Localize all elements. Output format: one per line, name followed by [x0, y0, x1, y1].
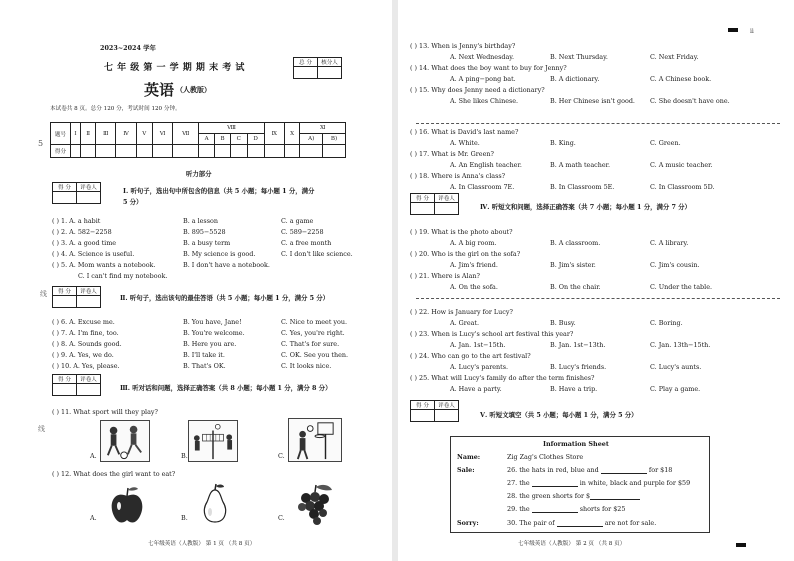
info-name-label: Name: — [457, 453, 481, 461]
q11-option-a-label: A. — [90, 452, 97, 460]
q11-image-c — [288, 418, 342, 462]
question-4-option-a: ( ) 4. A. Science is useful. — [52, 250, 135, 258]
section1-title-cont: 5 分） — [123, 198, 143, 206]
question-17-option-c: C. A music teacher. — [650, 161, 713, 169]
question-17-option-a: A. An English teacher. — [450, 161, 522, 169]
question-24: ( ) 24. Who can go to the art festival? — [410, 352, 531, 360]
q11-image-b — [188, 420, 238, 462]
question-21-option-a: A. On the sofa. — [450, 283, 498, 291]
question-18: ( ) 18. Where is Anna's class? — [410, 172, 506, 180]
question-5-option-b: B. I don't have a notebook. — [183, 261, 270, 269]
question-22-option-a: A. Great. — [450, 319, 480, 327]
question-1-option-c: C. a game — [281, 217, 314, 225]
pear-icon — [192, 482, 238, 526]
col-6: Ⅵ — [152, 123, 173, 145]
info-sale-label: Sale: — [457, 466, 475, 474]
question-4-option-b: B. My science is good. — [183, 250, 256, 258]
col-10: Ⅹ — [284, 123, 300, 145]
total-score-cell[interactable] — [294, 67, 318, 79]
question-6-option-c: C. Nice to meet you. — [281, 318, 348, 326]
question-19-option-b: B. A classroom. — [550, 239, 601, 247]
exam-title: 七 年 级 第 一 学 期 期 末 考 试 — [104, 63, 245, 73]
question-1-option-b: B. a lesson — [183, 217, 218, 225]
item5-option-c: C. I can't find my notebook. — [78, 272, 168, 280]
footer-right: 七年级英语（人教版） 第 2 页 （共 8 页） — [518, 541, 626, 547]
col-5: Ⅴ — [136, 123, 152, 145]
question-8-option-a: ( ) 8. A. Sounds good. — [52, 340, 122, 348]
question-16-option-b: B. King. — [550, 139, 576, 147]
question-15-option-a: A. She likes Chinese. — [450, 97, 519, 105]
dashed-separator — [416, 123, 780, 124]
question-13-option-b: B. Next Thursday. — [550, 53, 608, 61]
q12-image-c — [288, 482, 342, 528]
question-14: ( ) 14. What does the boy want to buy for Jenny? — [410, 64, 567, 72]
question-25-option-c: C. Play a game. — [650, 385, 701, 393]
q11-option-b-label: B. — [181, 452, 188, 460]
question-9-option-c: C. OK. See you then. — [281, 351, 348, 359]
question-24-option-c: C. Lucy's aunts. — [650, 363, 702, 371]
volleyball-players-icon — [189, 421, 237, 461]
question-2-option-a: ( ) 2. A. 582−2258 — [52, 228, 112, 236]
section3-title: Ⅲ. 听对话和问题，选择正确答案（共 8 小题；每小题 1 分，满分 8 分） — [120, 384, 332, 392]
reviewer-label: 核分人 — [318, 58, 342, 67]
question-13-option-c: C. Next Friday. — [650, 53, 699, 61]
section4-title: Ⅳ. 听短文和问题，选择正确答案（共 7 小题；每小题 1 分，满分 7 分） — [480, 203, 691, 211]
question-9-option-a: ( ) 9. A. Yes, we do. — [52, 351, 114, 359]
q11-image-a — [100, 420, 150, 462]
col-8c: C — [231, 134, 248, 145]
info-line-30: 30. The pair of are not for sale. — [507, 519, 657, 527]
registration-mark — [728, 28, 738, 32]
section2-title: Ⅱ. 听句子，选出该句的最佳答语（共 5 小题；每小题 1 分，满分 5 分） — [120, 294, 330, 302]
question-14-option-c: C. A Chinese book. — [650, 75, 712, 83]
question-20-option-a: A. Jim's friend. — [450, 261, 498, 269]
question-14-option-b: B. A dictionary. — [550, 75, 600, 83]
binding-mark: 5 — [38, 139, 44, 148]
question-15-option-b: B. Her Chinese isn't good. — [550, 97, 635, 105]
info-line-27: 27. the in white, black and purple for $59 — [507, 479, 691, 487]
question-18-option-a: A. In Classroom 7E. — [450, 183, 515, 191]
col-9: Ⅸ — [264, 123, 284, 145]
question-11: ( ) 11. What sport will they play? — [52, 408, 158, 416]
row-label-score: 得分 — [51, 145, 71, 158]
question-24-option-a: A. Lucy's parents. — [450, 363, 509, 371]
q12-image-b — [192, 482, 238, 526]
left-page — [0, 0, 392, 561]
info-line-28: 28. the green shorts for $ — [507, 492, 640, 500]
blank-28[interactable] — [590, 494, 640, 500]
listening-title: 听力部分 — [186, 170, 212, 178]
info-title: Information Sheet — [543, 440, 609, 448]
question-18-option-c: C. In Classroom 5D. — [650, 183, 715, 191]
question-18-option-b: B. In Classroom 5E. — [550, 183, 615, 191]
question-3-option-c: C. a free month — [281, 239, 332, 247]
q12-option-b-label: B. — [181, 514, 188, 522]
question-25-option-b: B. Have a trip. — [550, 385, 598, 393]
question-16-option-c: C. Green. — [650, 139, 681, 147]
question-21: ( ) 21. Where is Alan? — [410, 272, 480, 280]
question-4-option-c: C. I don't like science. — [281, 250, 353, 258]
binding-mark: 线 — [38, 425, 45, 433]
row-label-question: 题号 — [51, 123, 71, 145]
school-year: 2023~2024 学年 — [100, 44, 156, 52]
question-23-option-c: C. Jan. 13th−15th. — [650, 341, 711, 349]
question-10-option-b: B. That's OK. — [183, 362, 226, 370]
col-11: Ⅺ — [300, 123, 346, 134]
section3-score-box: 得 分 评卷人 — [52, 374, 101, 396]
question-9-option-b: B. I'll take it. — [183, 351, 225, 359]
score-table — [50, 122, 346, 158]
blank-29[interactable] — [532, 507, 578, 513]
col-11b: B) — [323, 134, 346, 145]
question-13-option-a: A. Next Wednesday. — [450, 53, 515, 61]
question-16: ( ) 16. What is David's last name? — [410, 128, 519, 136]
question-8-option-b: B. Here you are. — [183, 340, 237, 348]
col-8d: D — [247, 134, 264, 145]
question-8-option-c: C. That's for sure. — [281, 340, 340, 348]
total-score-box — [293, 57, 342, 79]
corner-mark: ii — [750, 28, 754, 35]
question-22: ( ) 22. How is January for Lucy? — [410, 308, 513, 316]
total-score-label: 总 分 — [294, 58, 318, 67]
basketball-hoop-icon — [289, 419, 341, 461]
col-8a: A — [199, 134, 215, 145]
soccer-players-icon — [101, 421, 149, 461]
question-14-option-a: A. A ping−pong bat. — [450, 75, 516, 83]
question-16-option-a: A. White. — [450, 139, 480, 147]
right-page — [398, 0, 794, 561]
col-7: Ⅶ — [173, 123, 199, 145]
dashed-separator — [416, 298, 780, 299]
question-1-option-a: ( ) 1. A. a habit — [52, 217, 101, 225]
reviewer-cell[interactable] — [318, 67, 342, 79]
question-6-option-a: ( ) 6. A. Excuse me. — [52, 318, 115, 326]
question-10-option-c: C. It looks nice. — [281, 362, 332, 370]
col-3: Ⅲ — [96, 123, 116, 145]
q12-image-a — [104, 484, 150, 526]
question-15-option-c: C. She doesn't have one. — [650, 97, 730, 105]
blank-27[interactable] — [532, 481, 578, 487]
question-6-option-b: B. You have, Jane! — [183, 318, 242, 326]
question-22-option-b: B. Busy. — [550, 319, 576, 327]
question-15: ( ) 15. Why does Jenny need a dictionary? — [410, 86, 545, 94]
question-2-option-c: C. 589−2258 — [281, 228, 324, 236]
question-12: ( ) 12. What does the girl want to eat? — [52, 470, 176, 478]
blank-30[interactable] — [557, 521, 603, 527]
question-5-option-a: ( ) 5. A. Mom wants a notebook. — [52, 261, 156, 269]
col-1: Ⅰ — [71, 123, 81, 145]
section1-title: Ⅰ. 听句子，选出句中所包含的信息（共 5 小题；每小题 1 分，满分 — [123, 187, 315, 195]
section5-score-box: 得 分 评卷人 — [410, 400, 459, 422]
section5-title: Ⅴ. 听短文填空（共 5 小题；每小题 1 分，满分 5 分） — [480, 411, 638, 419]
question-20-option-b: B. Jim's sister. — [550, 261, 596, 269]
col-8b: B — [214, 134, 230, 145]
apple-icon — [104, 484, 150, 526]
q11-option-c-label: C. — [278, 452, 285, 460]
q12-option-a-label: A. — [90, 514, 97, 522]
footer-left: 七年级英语（人教版） 第 1 页 （共 8 页） — [148, 541, 256, 547]
question-24-option-b: B. Lucy's friends. — [550, 363, 607, 371]
col-11a: A) — [300, 134, 323, 145]
info-name-value: Zig Zag's Clothes Store — [507, 453, 584, 461]
question-13: ( ) 13. When is Jenny's birthday? — [410, 42, 516, 50]
question-25-option-a: A. Have a party. — [450, 385, 502, 393]
question-19-option-a: A. A big room. — [450, 239, 497, 247]
col-4: Ⅳ — [116, 123, 137, 145]
section1-score-box: 得 分 评卷人 — [52, 182, 101, 204]
question-19: ( ) 19. What is the photo about? — [410, 228, 513, 236]
question-17: ( ) 17. What is Mr. Green? — [410, 150, 494, 158]
question-7-option-a: ( ) 7. A. I'm fine, too. — [52, 329, 119, 337]
info-line-26: 26. the hats in red, blue and for $18 — [507, 466, 673, 474]
question-19-option-c: C. A library. — [650, 239, 689, 247]
information-sheet — [450, 436, 710, 533]
info-line-29: 29. the shorts for $25 — [507, 505, 626, 513]
question-21-option-c: C. Under the table. — [650, 283, 713, 291]
question-17-option-b: B. A math teacher. — [550, 161, 611, 169]
question-23: ( ) 23. When is Lucy's school art festival this year? — [410, 330, 574, 338]
section4-score-box: 得 分 评卷人 — [410, 193, 459, 215]
question-25: ( ) 25. What will Lucy's family do after the term finishes? — [410, 374, 595, 382]
question-3-option-a: ( ) 3. A. a good time — [52, 239, 117, 247]
section2-score-box: 得 分 评卷人 — [52, 286, 101, 308]
registration-mark — [736, 543, 746, 547]
grapes-icon — [288, 482, 342, 528]
question-7-option-c: C. Yes, you're right. — [281, 329, 345, 337]
edition: （人教版） — [176, 85, 211, 94]
question-21-option-b: B. On the chair. — [550, 283, 601, 291]
question-22-option-c: C. Boring. — [650, 319, 683, 327]
subject-title: 英语 — [144, 81, 175, 99]
question-23-option-b: B. Jan. 1st−13th. — [550, 341, 606, 349]
question-7-option-b: B. You're welcome. — [183, 329, 245, 337]
question-2-option-b: B. 895−5528 — [183, 228, 226, 236]
question-20: ( ) 20. Who is the girl on the sofa? — [410, 250, 521, 258]
question-23-option-a: A. Jan. 1st−15th. — [450, 341, 506, 349]
blank-26[interactable] — [601, 468, 647, 474]
exam-note: 本试卷共 8 页。总分 120 分，考试时间 120 分钟。 — [50, 106, 181, 112]
q12-option-c-label: C. — [278, 514, 285, 522]
col-8: Ⅷ — [199, 123, 265, 134]
binding-mark: 线 — [40, 290, 47, 298]
info-sorry-label: Sorry: — [457, 519, 479, 527]
question-20-option-c: C. Jim's cousin. — [650, 261, 700, 269]
col-2: Ⅱ — [81, 123, 96, 145]
question-3-option-b: B. a busy term — [183, 239, 231, 247]
question-10-option-a: ( ) 10. A. Yes, please. — [52, 362, 120, 370]
